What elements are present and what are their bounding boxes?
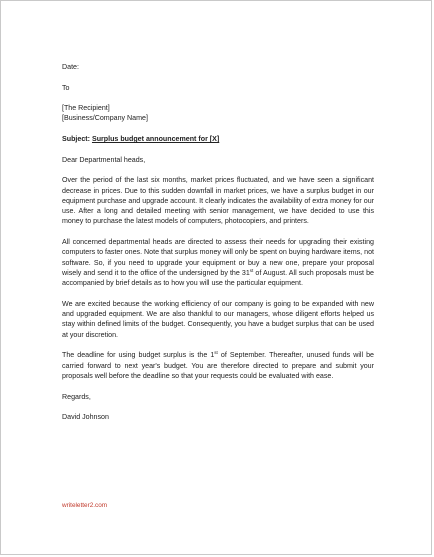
to-label: To [62, 83, 70, 92]
paragraph-4-text-a: The deadline for using budget surplus is the 1 [62, 351, 215, 360]
paragraph-1: Over the period of the last six months, market prices fluctuated, and we have seen a significant decrease in prices. Due to this sudden downfall in market prices, we have a surplus budget in our equipment purchase and upgrade account. It clearly indicates the availability of extra money for our use. After a long and detailed meeting with senior management, we have decided to use this money to purchase the latest models of computers, photocopiers, and printers. [62, 176, 374, 226]
letter-body [62, 62, 374, 422]
date-label: Date: [62, 63, 79, 71]
closing: Regards, [62, 392, 91, 401]
paragraph-4 [62, 350, 374, 381]
paragraph-3: We are excited because the working efficiency of our company is going to be expanded with new and upgraded equipment. We are also thankful to our managers, whose diligent efforts helped us stay within defined limits of the budget. Consequently, you have a budget surplus that can be used at your discretion. [62, 299, 374, 339]
signature-name: David Johnson [62, 413, 109, 422]
company-line: [Business/Company Name] [62, 114, 148, 123]
paragraph-2 [62, 237, 374, 288]
subject-text: Surplus budget announcement for [X] [91, 135, 220, 144]
paragraph-2-text-b: of August. All such proposals must be accompanied by brief details as to how you will use the particular equipment. [62, 268, 374, 288]
ordinal-suffix-1st: st [214, 350, 218, 356]
subject-line [62, 134, 374, 144]
ordinal-suffix-31st: st [249, 267, 254, 273]
subject-label: Subject: [62, 135, 90, 144]
salutation: Dear Departmental heads, [62, 155, 146, 164]
paragraph-2-text-a: All concerned departmental heads are directed to assess their needs for upgrading their existing computers to faster ones. Note that surplus money will only be spent on buying hardware items, not software. So, if you need to upgrade your equipment or buy a new one, prepare your proposal wisely and send it to the office of the undersigned by the 31 [62, 238, 374, 277]
recipient-line: [The Recipient] [62, 104, 110, 113]
footer-site-link[interactable]: writeletter2.com [62, 502, 108, 509]
paragraph-4-text-b: of September. Thereafter, unused funds will be carried forward to next year's budget. You are therefore directed to prepare and submit your proposals well before the deadline so that your requests could be evaluated with ease. [62, 351, 374, 380]
